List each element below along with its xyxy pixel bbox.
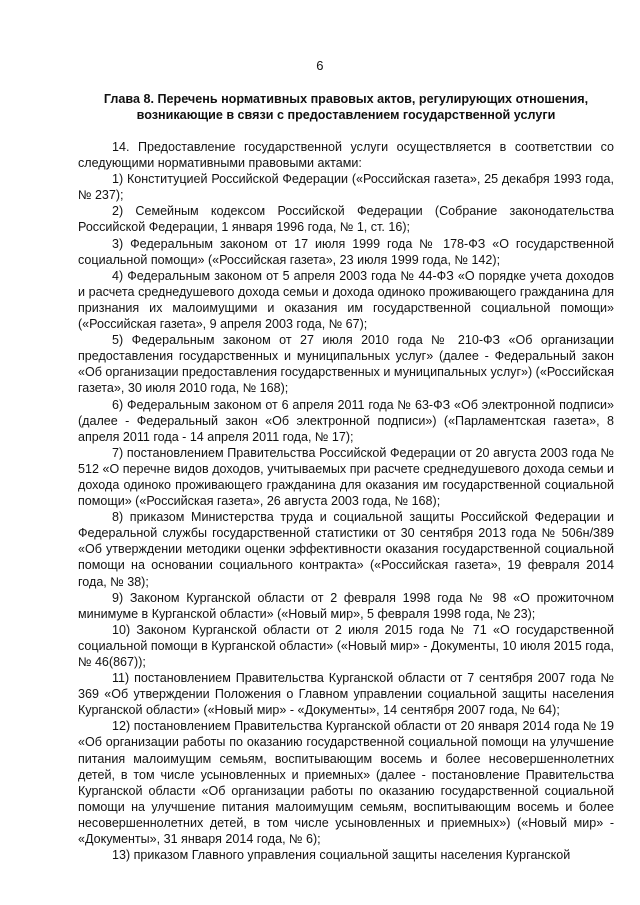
paragraph-item-4: 4) Федеральным законом от 5 апреля 2003 года № 44-ФЗ «О порядке учета доходов и расчета среднедушевого дохода семьи и дохода одиноко проживающего гражданина для признания их малоимущими и оказания им государственной социальной помощи» («Российская газета», 9 апреля 2003 года, № 67);	[78, 268, 614, 332]
paragraph-item-2: 2) Семейным кодексом Российской Федерации (Собрание законодательства Российской Федерации, 1 января 1996 года, № 1, ст. 16);	[78, 204, 614, 235]
document-body	[78, 139, 614, 863]
chapter-title-line-1: Глава 8. Перечень нормативных правовых актов, регулирующих отношения,	[103, 92, 589, 106]
paragraph-item-1: 1) Конституцией Российской Федерации («Российская газета», 25 декабря 1993 года, № 237);	[78, 172, 614, 203]
paragraph-item-10: 10) Законом Курганской области от 2 июля 2015 года № 71 «О государственной социальной помощи в Курганской области» («Новый мир» - Документы, 10 июля 2015 года, № 46(867));	[78, 622, 614, 669]
paragraph-item-12: 12) постановлением Правительства Курганской области от 20 января 2014 года № 19 «Об организации работы по оказанию государственной социальной помощи на улучшение питания малоимущим семьям, воспитывающим восемь и более несовершеннолетних детей, в том числе усыновленных и приемных» (далее - постановление Правительства Курганской области «Об организации работы по оказанию государственной социальной помощи на улучшение питания малоимущим семьям, воспитывающим восемь и более несовершеннолетних детей, в том числе усыновленных и приемных») («Новый мир» - «Документы», 31 января 2014 года, № 6);	[78, 719, 614, 847]
paragraph-item-8: 8) приказом Министерства труда и социальной защиты Российской Федерации и Федеральной службы государственной статистики от 30 сентября 2013 года № 506н/389 «Об утверждении методики оценки эффективности оказания государственной социальной помощи на основании социального контракта» («Российская газета», 19 февраля 2014 года, № 38);	[78, 510, 614, 589]
chapter-title-line-2: возникающие в связи с предоставлением государственной услуги	[136, 107, 556, 122]
paragraph-14: 14. Предоставление государственной услуги осуществляется в соответствии со следующими нормативными правовыми актами:	[78, 140, 614, 171]
paragraph-item-11: 11) постановлением Правительства Курганской области от 7 сентября 2007 года № 369 «Об утверждении Положения о Главном управлении социальной защиты населения Курганской области» («Новый мир» - «Документы», 14 сентября 2007 года, № 64);	[78, 671, 614, 718]
paragraph-item-9: 9) Законом Курганской области от 2 февраля 1998 года № 98 «О прожиточном минимуме в Курганской области» («Новый мир», 5 февраля 1998 года, № 23);	[78, 590, 614, 621]
chapter-title	[78, 92, 614, 123]
paragraph-item-13: 13) приказом Главного управления социальной защиты населения Курганской	[112, 848, 571, 863]
paragraph-item-5: 5) Федеральным законом от 27 июля 2010 года № 210-ФЗ «Об организации предоставления государственных и муниципальных услуг» (далее - Федеральный закон «Об организации предоставления государственных и муниципальных услуг») («Российская газета», 30 июля 2010 года, № 168);	[78, 333, 614, 396]
paragraph-item-3: 3) Федеральным законом от 17 июля 1999 года № 178-ФЗ «О государственной социальной помощи» («Российская газета», 23 июля 1999 года, № 142);	[78, 236, 614, 267]
page-number: 6	[316, 58, 324, 73]
paragraph-item-6: 6) Федеральным законом от 6 апреля 2011 года № 63-ФЗ «Об электронной подписи» (далее - Федеральный закон «Об электронной подписи») («Парламентская газета», 8 апреля 2011 года - 14 апреля 2011 года, № 17);	[78, 397, 614, 444]
paragraph-item-7: 7) постановлением Правительства Российской Федерации от 20 августа 2003 года № 512 «О перечне видов доходов, учитываемых при расчете среднедушевого дохода семьи и дохода одиноко проживающего гражданина для оказания им государственной социальной помощи» («Российская газета», 26 августа 2003 года, № 168);	[78, 445, 614, 509]
